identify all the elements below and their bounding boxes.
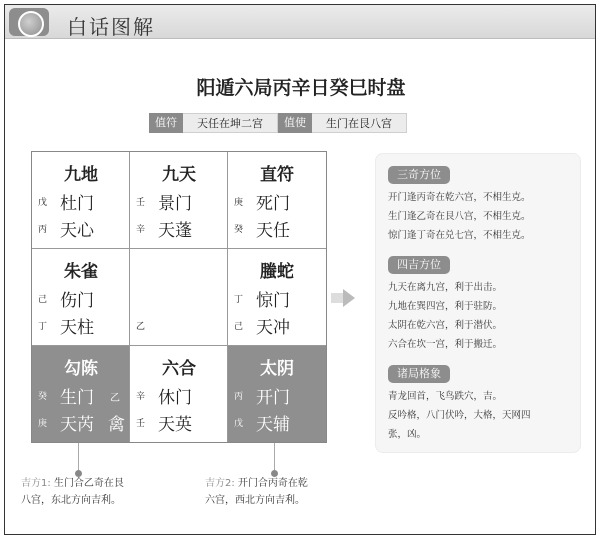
earth-stem: 丙 (38, 225, 48, 235)
palace-extra-star: 禽 (108, 415, 125, 435)
heaven-stem: 癸 (38, 392, 48, 402)
section-line: 开门逢丙奇在乾六宫，不相生克。 (388, 192, 531, 203)
logo-icon (9, 8, 49, 36)
palace-cell-zhen (32, 249, 130, 346)
heaven-stem: 壬 (136, 198, 146, 208)
section-head-patterns: 诸局格象 (388, 365, 450, 383)
earth-stem: 己 (234, 322, 244, 332)
palace-star: 天柱 (60, 318, 94, 338)
palace-star: 天芮 (60, 415, 94, 435)
palace-door: 开门 (256, 388, 290, 408)
palace-cell-qian (228, 346, 326, 442)
earth-stem: 壬 (136, 419, 146, 429)
palace-god: 九天 (162, 165, 196, 185)
duty-door-key: 值使 (278, 113, 312, 133)
arrow-right-icon (343, 289, 355, 307)
palace-star: 天辅 (256, 415, 290, 435)
section-line: 惊门逢丁奇在兑七宫，不相生克。 (388, 230, 531, 241)
section-line: 反吟格，八门伏吟，大格，天网四 (388, 410, 531, 421)
earth-stem: 戊 (234, 419, 244, 429)
palace-cell-kun (228, 152, 326, 249)
note-auspicious-2 (205, 475, 365, 509)
palace-god: 螣蛇 (260, 262, 294, 282)
header-banner (5, 5, 595, 39)
earth-stem: 辛 (136, 225, 146, 235)
analysis-panel (375, 153, 581, 453)
section-line: 生门逢乙奇在艮八宫，不相生克。 (388, 211, 531, 222)
heaven-stem: 己 (38, 295, 48, 305)
palace-door: 伤门 (60, 291, 94, 311)
note-pointer-line (274, 443, 275, 473)
palace-door: 景门 (158, 194, 192, 214)
section-head-four-auspicious: 四吉方位 (388, 256, 450, 274)
chart-title: 阳遁六局丙辛日癸巳时盘 (196, 77, 406, 99)
earth-stem: 丁 (38, 322, 48, 332)
palace-star: 天冲 (256, 318, 290, 338)
palace-cell-kan (130, 346, 228, 442)
note-tag: 吉方2: (205, 478, 235, 489)
heaven-stem: 丁 (234, 295, 244, 305)
palace-star: 天任 (256, 221, 290, 241)
duty-star-value: 天任在坤二宫 (183, 113, 278, 133)
section-line: 九天在离九宫，利于出击。 (388, 282, 503, 293)
palace-star: 天蓬 (158, 221, 192, 241)
section-line: 太阴在乾六宫，利于潜伏。 (388, 320, 503, 331)
banner-title: 白话图解 (67, 15, 155, 39)
earth-stem: 庚 (38, 419, 48, 429)
palace-god: 朱雀 (64, 262, 98, 282)
section-line: 青龙回首，飞鸟跌穴，吉。 (388, 391, 503, 402)
note-text-line2: 八宫，东北方向吉利。 (21, 495, 121, 506)
note-text-line1: 开门合丙奇在乾 (237, 478, 308, 489)
earth-stem: 癸 (234, 225, 244, 235)
note-pointer-line (78, 443, 79, 473)
palace-god: 直符 (260, 165, 294, 185)
heaven-stem: 丙 (234, 392, 244, 402)
palace-cell-center (130, 249, 228, 346)
palace-star: 天心 (60, 221, 94, 241)
heaven-stem: 庚 (234, 198, 244, 208)
palace-star: 天英 (158, 415, 192, 435)
heaven-stem: 戊 (38, 198, 48, 208)
palace-door: 生门 (60, 388, 94, 408)
palace-god: 六合 (162, 359, 196, 379)
palace-god: 太阴 (260, 359, 294, 379)
section-line: 六合在坎一宫，利于搬迁。 (388, 339, 503, 350)
palace-cell-gen (32, 346, 130, 442)
center-stem: 乙 (136, 322, 146, 332)
palace-god: 勾陈 (64, 359, 98, 379)
heaven-stem: 辛 (136, 392, 146, 402)
palace-god: 九地 (64, 165, 98, 185)
section-line: 张，凶。 (388, 429, 427, 440)
palace-door: 休门 (158, 388, 192, 408)
palace-cell-xun (32, 152, 130, 249)
section-line: 九地在巽四宫，利于驻防。 (388, 301, 503, 312)
page-frame (4, 4, 596, 535)
palace-grid (31, 151, 327, 443)
note-text-line1: 生门合乙奇在艮 (53, 478, 124, 489)
palace-cell-li (130, 152, 228, 249)
palace-extra-stem: 乙 (110, 393, 120, 404)
duty-door-value: 生门在艮八宫 (312, 113, 407, 133)
palace-door: 死门 (256, 194, 290, 214)
note-tag: 吉方1: (21, 478, 51, 489)
palace-cell-dui (228, 249, 326, 346)
palace-door: 惊门 (256, 291, 290, 311)
note-text-line2: 六宫，西北方向吉利。 (205, 495, 305, 506)
duty-star-key: 值符 (149, 113, 183, 133)
duty-row (149, 113, 407, 133)
note-auspicious-1 (21, 475, 181, 509)
section-head-three-wonders: 三奇方位 (388, 166, 450, 184)
arrow-tail (331, 293, 343, 303)
palace-door: 杜门 (60, 194, 94, 214)
